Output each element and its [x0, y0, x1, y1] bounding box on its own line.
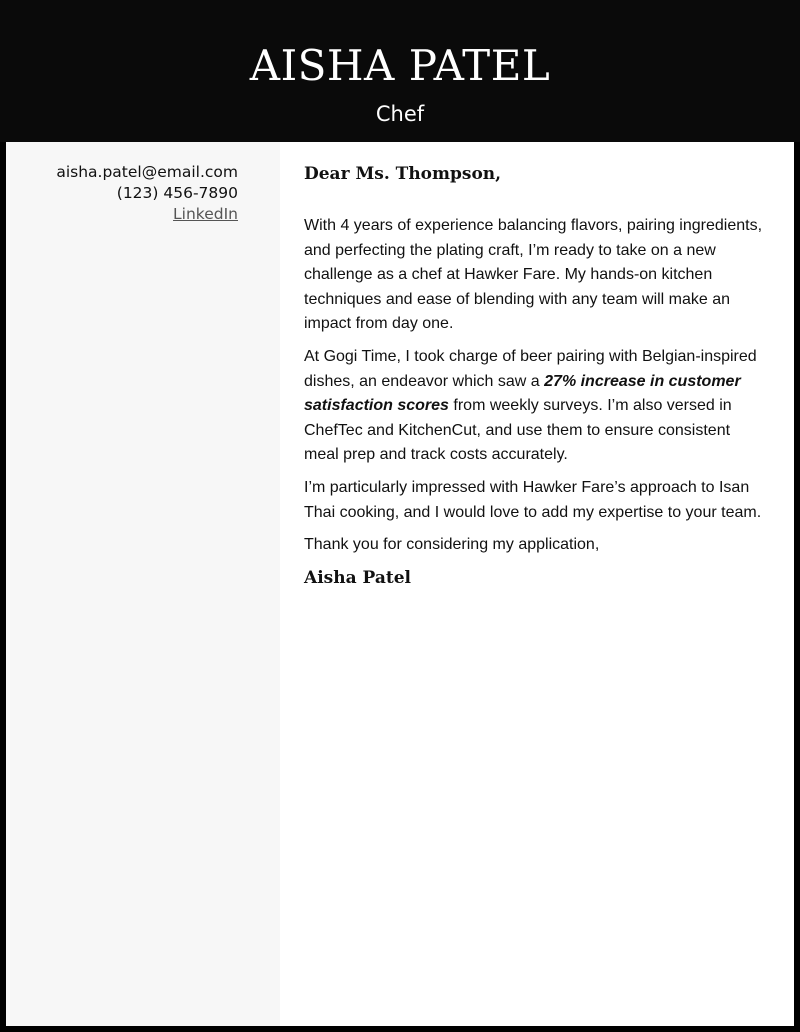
greeting: Dear Ms. Thompson,	[304, 164, 502, 184]
achievement-highlight: 27% increase in customer satisfaction scores	[304, 372, 741, 415]
phone: (123) 456-7890	[116, 184, 238, 202]
email: aisha.patel@email.com	[56, 163, 238, 181]
paragraph-3: I’m particularly impressed with Hawker Fare’s approach to Isan Thai cooking, and I would love to add my expertise to your team.	[304, 478, 762, 521]
sidebar	[6, 142, 280, 1026]
paragraph-2	[304, 345, 766, 468]
closing: Thank you for considering my application,	[304, 536, 600, 554]
contact-info	[56, 162, 238, 225]
letter-body	[304, 160, 766, 590]
applicant-name: AISHA PATEL	[249, 41, 551, 90]
paragraph-1: With 4 years of experience balancing flavors, pairing ingredients, and perfecting the plating craft, I’m ready to take on a new challenge as a chef at Hawker Fare. My hands-on kitchen techniques and ease of blending with any team will make an impact from day one.	[304, 217, 763, 333]
paragraph-2-text: At Gogi Time, I took charge of beer pairing with Belgian-inspired dishes, an endeavor which saw a	[304, 347, 757, 390]
paragraph-2-text-end: from weekly surveys. I’m also versed in ChefTec and KitchenCut, and use them to ensure consistent meal prep and track costs accurately.	[304, 397, 732, 464]
resume-page	[6, 0, 794, 1026]
linkedin-link[interactable]: LinkedIn	[173, 205, 238, 223]
signature: Aisha Patel	[304, 567, 411, 588]
header	[0, 0, 800, 142]
job-title: Chef	[375, 102, 425, 126]
